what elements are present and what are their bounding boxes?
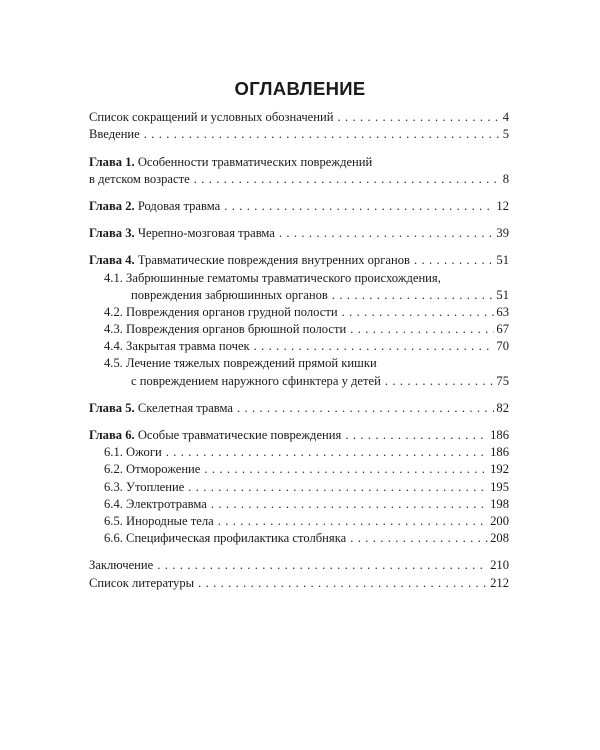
toc-page-number: 198 (490, 496, 509, 511)
toc-entry-title: Черепно-мозговая травма (137, 226, 275, 241)
toc-entry-title: Отморожение (126, 462, 201, 477)
section-number: 6.3. (104, 479, 123, 494)
toc-section-6-1[interactable] (89, 443, 509, 460)
dot-leader (332, 288, 495, 303)
toc-chapter-1-line2[interactable] (89, 170, 509, 187)
toc-chapter-2[interactable] (89, 197, 509, 214)
toc-page-number: 51 (496, 253, 509, 268)
toc-section-4-2[interactable] (89, 303, 509, 320)
dot-leader (157, 558, 488, 573)
toc-chapter-5[interactable] (89, 399, 509, 416)
toc-page-number: 51 (496, 287, 509, 302)
toc-entry-title: Закрытая травма почек (126, 339, 250, 354)
toc-page-number: 8 (502, 171, 509, 186)
toc-entry-title: Введение (89, 127, 140, 142)
toc-entry-title: Электротравма (126, 496, 207, 511)
toc-entry-title: Ожоги (126, 445, 162, 460)
toc-section-6-4[interactable] (89, 495, 509, 512)
toc-page-number: 5 (502, 127, 509, 142)
toc-chapter-4[interactable] (89, 251, 509, 268)
chapter-label: Глава 3. (89, 226, 135, 241)
toc-entry-title: Особые травматические повреждения (137, 428, 342, 442)
dot-leader (254, 339, 495, 354)
toc-entry-references[interactable] (89, 573, 509, 590)
toc-page-number: 67 (496, 322, 509, 337)
section-number: 4.5. (104, 356, 123, 371)
toc-section-4-4[interactable] (89, 337, 509, 354)
toc-entry-title: Утопление (126, 479, 185, 494)
toc-page-number: 4 (502, 110, 509, 125)
toc-chapter-6[interactable] (89, 426, 509, 443)
toc-section-4-1-line2[interactable] (89, 286, 509, 303)
dot-leader (337, 110, 500, 125)
toc-entry-title: Заключение (89, 558, 154, 573)
toc-page-number: 192 (490, 462, 509, 477)
toc-section-4-5-line2[interactable] (89, 371, 509, 388)
toc-entry-conclusion[interactable] (89, 556, 509, 573)
toc-entry-title: Забрюшинные гематомы травматического происхождения, (126, 270, 441, 285)
toc-section-6-6[interactable] (89, 529, 509, 546)
dot-leader (279, 226, 495, 241)
toc-entry-title: Повреждения органов грудной полости (126, 304, 338, 319)
toc-page-number: 200 (490, 513, 509, 528)
dot-leader (198, 576, 488, 591)
dot-leader (144, 127, 501, 142)
toc-entry-title: Список литературы (89, 575, 195, 590)
dot-leader (350, 322, 494, 337)
section-number: 6.1. (104, 445, 123, 460)
toc-page-number: 82 (496, 400, 509, 415)
toc-entry-title: Специфическая профилактика столбняка (126, 531, 347, 546)
toc-section-4-5-line1[interactable] (89, 354, 509, 371)
toc-page-number: 39 (496, 226, 509, 241)
toc-entry-introduction[interactable] (89, 125, 509, 142)
section-number: 4.4. (104, 339, 123, 354)
toc-section-4-1-line1[interactable] (89, 268, 509, 285)
chapter-label: Глава 6. (89, 428, 135, 442)
toc-page-number: 195 (490, 479, 509, 494)
dot-leader (345, 428, 488, 443)
toc-entry-abbreviations[interactable] (89, 108, 509, 125)
toc-page-number: 75 (496, 373, 509, 388)
toc-entry-title: Особенности травматических повреждений (137, 154, 373, 169)
dot-leader (385, 374, 495, 389)
toc-entry-title: Травматические повреждения внутренних органов (137, 253, 410, 268)
dot-leader (204, 462, 488, 477)
toc-page-number: 63 (496, 304, 509, 319)
chapter-label: Глава 2. (89, 198, 135, 213)
dot-leader (414, 253, 494, 268)
toc-entry-title: Повреждения органов брюшной полости (126, 322, 347, 337)
chapter-label: Глава 1. (89, 154, 135, 169)
section-number: 6.2. (104, 462, 123, 477)
toc-section-6-3[interactable] (89, 477, 509, 494)
toc-chapter-1-line1[interactable] (89, 152, 509, 169)
section-number: 4.2. (104, 304, 123, 319)
section-number: 4.3. (104, 322, 123, 337)
toc-entry-title: Родовая травма (137, 198, 221, 213)
toc-entry-title: Список сокращений и условных обозначений (89, 110, 334, 125)
toc-section-6-2[interactable] (89, 460, 509, 477)
toc-section-4-3[interactable] (89, 320, 509, 337)
chapter-label: Глава 4. (89, 253, 135, 268)
dot-leader (211, 497, 488, 512)
toc-entry-title: в детском возрасте (89, 171, 190, 186)
toc-entry-title: Лечение тяжелых повреждений прямой кишки (126, 356, 377, 371)
dot-leader (218, 514, 488, 529)
section-number: 6.6. (104, 531, 123, 546)
section-number: 4.1. (104, 270, 123, 285)
section-number: 6.4. (104, 496, 123, 511)
toc-entry-title: с повреждением наружного сфинктера у детей (131, 373, 381, 388)
toc-section-6-5[interactable] (89, 512, 509, 529)
toc-entry-title: Скелетная травма (137, 400, 234, 415)
toc-page-number: 70 (496, 339, 509, 354)
toc-page-number: 210 (490, 558, 509, 573)
dot-leader (224, 199, 494, 214)
toc-page-number: 12 (496, 198, 509, 213)
dot-leader (188, 480, 488, 495)
toc-page-number: 208 (490, 531, 509, 546)
dot-leader (194, 172, 501, 187)
dot-leader (237, 401, 494, 416)
dot-leader (166, 445, 488, 460)
page-title: ОГЛАВЛЕНИЕ (234, 78, 366, 99)
toc-page-number: 212 (490, 575, 509, 590)
dot-leader (342, 305, 495, 320)
toc-entry-title: повреждения забрюшинных органов (131, 287, 328, 302)
toc-entry-title: Инородные тела (126, 513, 214, 528)
table-of-contents (89, 108, 509, 591)
toc-chapter-3[interactable] (89, 224, 509, 241)
dot-leader (350, 531, 488, 546)
chapter-label: Глава 5. (89, 400, 135, 415)
section-number: 6.5. (104, 513, 123, 528)
toc-page-number: 186 (490, 428, 509, 442)
toc-page-number: 186 (490, 445, 509, 460)
